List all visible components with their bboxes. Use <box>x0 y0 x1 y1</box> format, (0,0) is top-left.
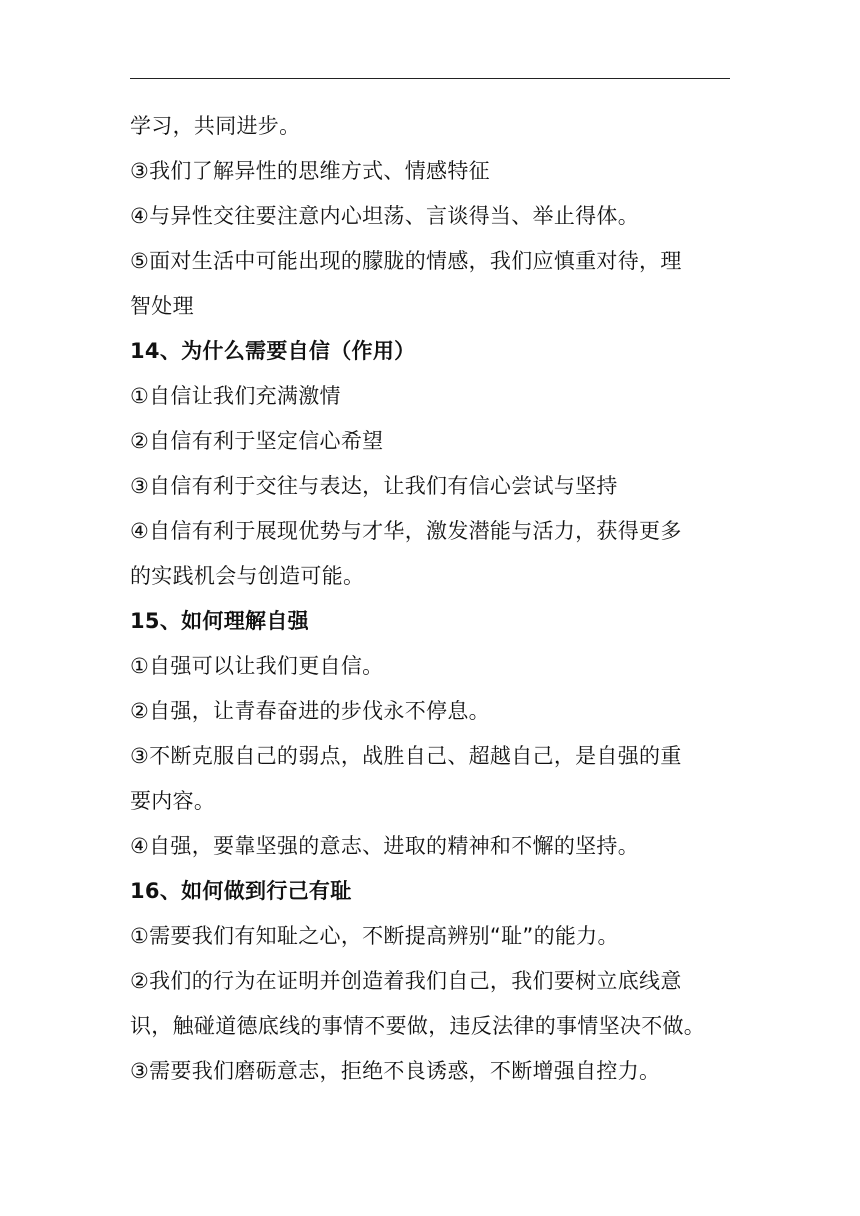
section-heading: 15、如何理解自强 <box>130 609 309 633</box>
text-line: ⑤面对生活中可能出现的朦胧的情感，我们应慎重对待，理 <box>130 249 682 273</box>
text-line: 智处理 <box>130 294 194 318</box>
text-line: ③自信有利于交往与表达，让我们有信心尝试与坚持 <box>130 474 618 498</box>
text-line: ②我们的行为在证明并创造着我们自己，我们要树立底线意 <box>130 969 682 993</box>
text-line: ②自强，让青春奋进的步伐永不停息。 <box>130 699 490 723</box>
document-body <box>130 104 730 1094</box>
header-rule <box>130 78 730 79</box>
text-line: 要内容。 <box>130 789 216 813</box>
text-line: ①需要我们有知耻之心，不断提高辨别“耻”的能力。 <box>130 924 619 948</box>
text-line: ④自信有利于展现优势与才华，激发潜能与活力，获得更多 <box>130 519 682 543</box>
text-line: 识，触碰道德底线的事情不要做，违反法律的事情坚决不做。 <box>130 1014 706 1038</box>
section-heading: 14、为什么需要自信（作用） <box>130 339 416 363</box>
text-line: 学习，共同进步。 <box>130 114 301 138</box>
text-line: ③需要我们磨砺意志，拒绝不良诱惑，不断增强自控力。 <box>130 1059 661 1083</box>
text-line: ①自强可以让我们更自信。 <box>130 654 384 678</box>
text-line: 的实践机会与创造可能。 <box>130 564 365 588</box>
text-line: ④与异性交往要注意内心坦荡、言谈得当、举止得体。 <box>130 204 640 228</box>
text-line: ②自信有利于坚定信心希望 <box>130 429 384 453</box>
text-line: ③不断克服自己的弱点，战胜自己、超越自己，是自强的重 <box>130 744 682 768</box>
text-line: ①自信让我们充满激情 <box>130 384 341 408</box>
text-line: ④自强，要靠坚强的意志、进取的精神和不懈的坚持。 <box>130 834 640 858</box>
section-heading: 16、如何做到行己有耻 <box>130 879 352 903</box>
text-line: ③我们了解异性的思维方式、情感特征 <box>130 159 490 183</box>
